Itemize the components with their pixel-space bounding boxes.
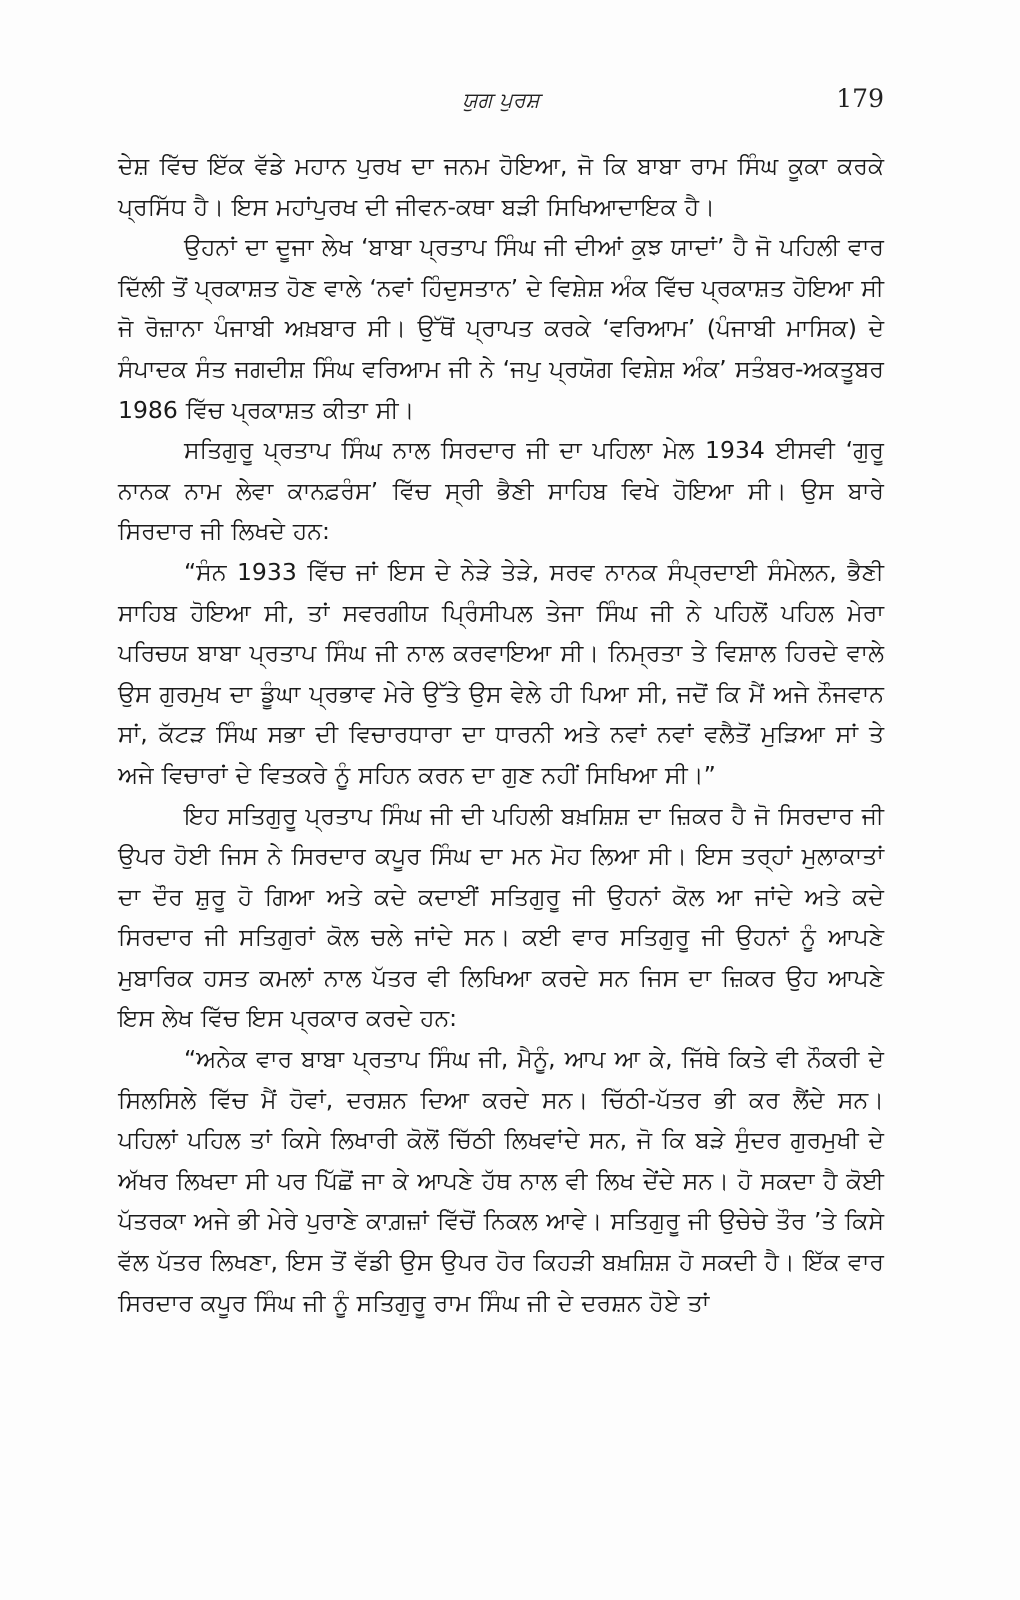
running-title: ਯੁਗ ਪੁਰਸ਼: [462, 88, 540, 112]
paragraph-4: ਇਹ ਸਤਿਗੁਰੂ ਪ੍ਰਤਾਪ ਸਿੰਘ ਜੀ ਦੀ ਪਹਿਲੀ ਬਖ਼ਸ਼ਿਸ਼ ਦਾ ਜ਼ਿਕਰ ਹੈ ਜੋ ਸਿਰਦਾਰ ਜੀ ਉਪਰ ਹੋਈ ਜਿਸ ਨੇ ਸਿਰਦਾਰ ਕਪੂਰ ਸਿੰਘ ਦਾ ਮਨ ਮੋਹ ਲਿਆ ਸੀ। ਇਸ ਤਰ੍ਹਾਂ ਮੁਲਾਕਾਤਾਂ ਦਾ ਦੌਰ ਸ਼ੁਰੂ ਹੋ ਗਿਆ ਅਤੇ ਕਦੇ ਕਦਾਈਂ ਸਤਿਗੁਰੂ ਜੀ ਉਹਨਾਂ ਕੋਲ ਆ ਜਾਂਦੇ ਅਤੇ ਕਦੇ ਸਿਰਦਾਰ ਜੀ ਸਤਿਗੁਰਾਂ ਕੋਲ ਚਲੇ ਜਾਂਦੇ ਸਨ। ਕਈ ਵਾਰ ਸਤਿਗੁਰੂ ਜੀ ਉਹਨਾਂ ਨੂੰ ਆਪਣੇ ਮੁਬਾਰਿਕ ਹਸਤ ਕਮਲਾਂ ਨਾਲ ਪੱਤਰ ਵੀ ਲਿਖਿਆ ਕਰਦੇ ਸਨ ਜਿਸ ਦਾ ਜ਼ਿਕਰ ਉਹ ਆਪਣੇ ਇਸ ਲੇਖ ਵਿੱਚ ਇਸ ਪ੍ਰਕਾਰ ਕਰਦੇ ਹਨ:: [118, 801, 884, 1033]
paragraph-3: ਸਤਿਗੁਰੂ ਪ੍ਰਤਾਪ ਸਿੰਘ ਨਾਲ ਸਿਰਦਾਰ ਜੀ ਦਾ ਪਹਿਲਾ ਮੇਲ 1934 ਈਸਵੀ ‘ਗੁਰੂ ਨਾਨਕ ਨਾਮ ਲੇਵਾ ਕਾਨਫ਼ਰੰਸ’ ਵਿੱਚ ਸ੍ਰੀ ਭੈਣੀ ਸਾਹਿਬ ਵਿਖੇ ਹੋਇਆ ਸੀ। ਉਸ ਬਾਰੇ ਸਿਰਦਾਰ ਜੀ ਲਿਖਦੇ ਹਨ:: [118, 436, 884, 546]
paragraph-2: ਉਹਨਾਂ ਦਾ ਦੂਜਾ ਲੇਖ ‘ਬਾਬਾ ਪ੍ਰਤਾਪ ਸਿੰਘ ਜੀ ਦੀਆਂ ਕੁਝ ਯਾਦਾਂ’ ਹੈ ਜੋ ਪਹਿਲੀ ਵਾਰ ਦਿੱਲੀ ਤੋਂ ਪ੍ਰਕਾਸ਼ਤ ਹੋਣ ਵਾਲੇ ‘ਨਵਾਂ ਹਿੰਦੁਸਤਾਨ’ ਦੇ ਵਿਸ਼ੇਸ਼ ਅੰਕ ਵਿੱਚ ਪ੍ਰਕਾਸ਼ਤ ਹੋਇਆ ਸੀ ਜੋ ਰੋਜ਼ਾਨਾ ਪੰਜਾਬੀ ਅਖ਼ਬਾਰ ਸੀ। ਉੱਥੋਂ ਪ੍ਰਾਪਤ ਕਰਕੇ ‘ਵਰਿਆਮ’ (ਪੰਜਾਬੀ ਮਾਸਿਕ) ਦੇ ਸੰਪਾਦਕ ਸੰਤ ਜਗਦੀਸ਼ ਸਿੰਘ ਵਰਿਆਮ ਜੀ ਨੇ ‘ਜਪੁ ਪ੍ਰਯੋਗ ਵਿਸ਼ੇਸ਼ ਅੰਕ’ ਸਤੰਬਰ-ਅਕਤੂਬਰ 1986 ਵਿੱਚ ਪ੍ਰਕਾਸ਼ਤ ਕੀਤਾ ਸੀ।: [118, 233, 884, 424]
page-number: 179: [836, 84, 884, 113]
quote-paragraph-2: “ਅਨੇਕ ਵਾਰ ਬਾਬਾ ਪ੍ਰਤਾਪ ਸਿੰਘ ਜੀ, ਮੈਨੂੰ, ਆਪ ਆ ਕੇ, ਜਿੱਥੇ ਕਿਤੇ ਵੀ ਨੌਕਰੀ ਦੇ ਸਿਲਸਿਲੇ ਵਿੱਚ ਮੈਂ ਹੋਵਾਂ, ਦਰਸ਼ਨ ਦਿਆ ਕਰਦੇ ਸਨ। ਚਿੱਠੀ-ਪੱਤਰ ਭੀ ਕਰ ਲੈਂਦੇ ਸਨ। ਪਹਿਲਾਂ ਪਹਿਲ ਤਾਂ ਕਿਸੇ ਲਿਖਾਰੀ ਕੋਲੋਂ ਚਿੱਠੀ ਲਿਖਵਾਂਦੇ ਸਨ, ਜੋ ਕਿ ਬੜੇ ਸੁੰਦਰ ਗੁਰਮੁਖੀ ਦੇ ਅੱਖਰ ਲਿਖਦਾ ਸੀ ਪਰ ਪਿੱਛੋਂ ਜਾ ਕੇ ਆਪਣੇ ਹੱਥ ਨਾਲ ਵੀ ਲਿਖ ਦੇਂਦੇ ਸਨ। ਹੋ ਸਕਦਾ ਹੈ ਕੋਈ ਪੱਤਰਕਾ ਅਜੇ ਭੀ ਮੇਰੇ ਪੁਰਾਣੇ ਕਾਗ਼ਜ਼ਾਂ ਵਿੱਚੋਂ ਨਿਕਲ ਆਵੇ। ਸਤਿਗੁਰੂ ਜੀ ਉਚੇਚੇ ਤੌਰ ’ਤੇ ਕਿਸੇ ਵੱਲ ਪੱਤਰ ਲਿਖਣਾ, ਇਸ ਤੋਂ ਵੱਡੀ ਉਸ ਉਪਰ ਹੋਰ ਕਿਹੜੀ ਬਖ਼ਸ਼ਿਸ਼ ਹੋ ਸਕਦੀ ਹੈ। ਇੱਕ ਵਾਰ ਸਿਰਦਾਰ ਕਪੂਰ ਸਿੰਘ ਜੀ ਨੂੰ ਸਤਿਗੁਰੂ ਰਾਮ ਸਿੰਘ ਜੀ ਦੇ ਦਰਸ਼ਨ ਹੋਏ ਤਾਂ: [118, 1045, 884, 1317]
quote-paragraph-1: “ਸੰਨ 1933 ਵਿੱਚ ਜਾਂ ਇਸ ਦੇ ਨੇੜੇ ਤੇੜੇ, ਸਰਵ ਨਾਨਕ ਸੰਪ੍ਰਦਾਈ ਸੰਮੇਲਨ, ਭੈਣੀ ਸਾਹਿਬ ਹੋਇਆ ਸੀ, ਤਾਂ ਸਵਰਗੀਯ ਪ੍ਰਿੰਸੀਪਲ ਤੇਜਾ ਸਿੰਘ ਜੀ ਨੇ ਪਹਿਲੋਂ ਪਹਿਲ ਮੇਰਾ ਪਰਿਚਯ ਬਾਬਾ ਪ੍ਰਤਾਪ ਸਿੰਘ ਜੀ ਨਾਲ ਕਰਵਾਇਆ ਸੀ। ਨਿਮ੍ਰਤਾ ਤੇ ਵਿਸ਼ਾਲ ਹਿਰਦੇ ਵਾਲੇ ਉਸ ਗੁਰਮੁਖ ਦਾ ਡੂੰਘਾ ਪ੍ਰਭਾਵ ਮੇਰੇ ਉੱਤੇ ਉਸ ਵੇਲੇ ਹੀ ਪਿਆ ਸੀ, ਜਦੋਂ ਕਿ ਮੈਂ ਅਜੇ ਨੌਜਵਾਨ ਸਾਂ, ਕੱਟੜ ਸਿੰਘ ਸਭਾ ਦੀ ਵਿਚਾਰਧਾਰਾ ਦਾ ਧਾਰਨੀ ਅਤੇ ਨਵਾਂ ਨਵਾਂ ਵਲੈਤੋਂ ਮੁੜਿਆ ਸਾਂ ਤੇ ਅਜੇ ਵਿਚਾਰਾਂ ਦੇ ਵਿਤਕਰੇ ਨੂੰ ਸਹਿਨ ਕਰਨ ਦਾ ਗੁਣ ਨਹੀਂ ਸਿਖਿਆ ਸੀ।”: [118, 557, 884, 789]
body-text: [118, 146, 884, 1323]
running-header: [118, 84, 884, 128]
paragraph-1: ਦੇਸ਼ ਵਿੱਚ ਇੱਕ ਵੱਡੇ ਮਹਾਨ ਪੁਰਖ ਦਾ ਜਨਮ ਹੋਇਆ, ਜੋ ਕਿ ਬਾਬਾ ਰਾਮ ਸਿੰਘ ਕੂਕਾ ਕਰਕੇ ਪ੍ਰਸਿੱਧ ਹੈ। ਇਸ ਮਹਾਂਪੁਰਖ ਦੀ ਜੀਵਨ-ਕਥਾ ਬੜੀ ਸਿਖਿਆਦਾਇਕ ਹੈ।: [118, 152, 884, 221]
